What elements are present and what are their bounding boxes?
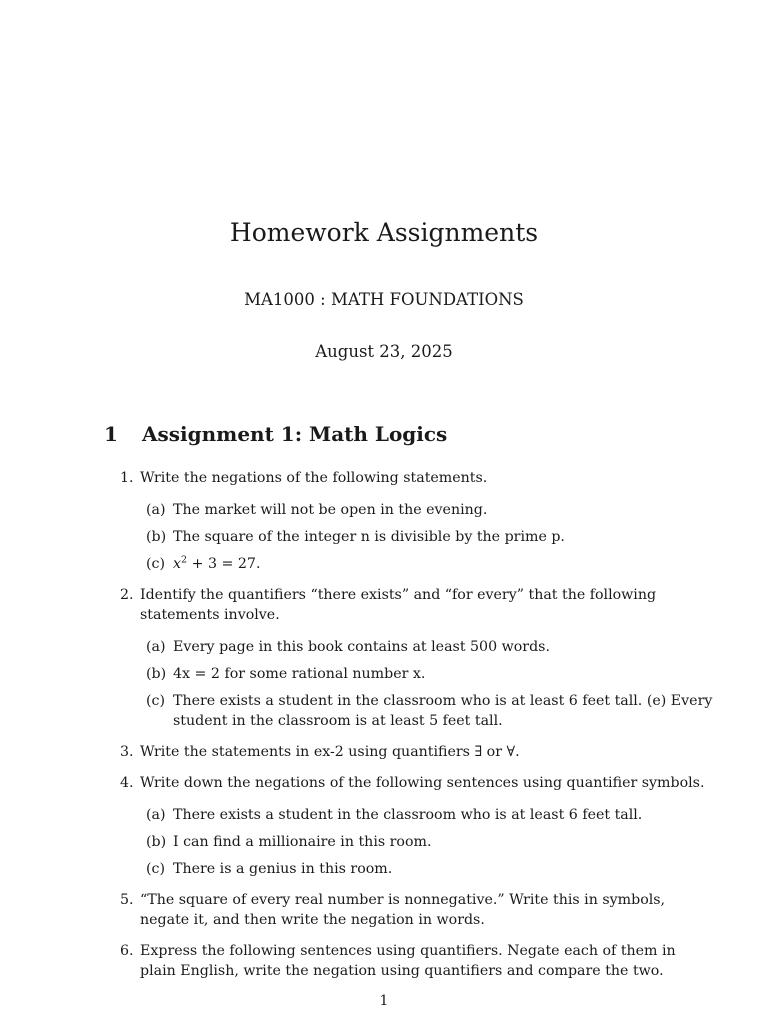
subitem (146, 500, 714, 520)
subitem-text: There is a genius in this room. (173, 861, 393, 877)
subitem-label: (a) (146, 807, 166, 823)
document-title: Homework Assignments (229, 218, 539, 247)
subitem-label: (c) (146, 693, 166, 709)
problem-text: “The square of every real number is nonnegative.” Write this in symbols, negate it, and then write the negation in words. (140, 892, 666, 928)
subitem-label: (a) (146, 639, 166, 655)
subitem (146, 664, 714, 684)
problem-text: Write the statements in ex-2 using quantifiers ∃ or ∀. (140, 744, 520, 760)
problem-label: 6. (120, 943, 134, 959)
subitem-text: I can find a millionaire in this room. (173, 834, 432, 850)
course-name: MA1000 : MATH FOUNDATIONS (244, 290, 524, 309)
problem-text: Write the negations of the following statements. (140, 470, 488, 486)
problem-label: 5. (120, 892, 134, 908)
problem-label: 1. (120, 470, 134, 486)
subitem-label: (c) (146, 556, 166, 572)
problem-text: Write down the negations of the following sentences using quantifier symbols. (140, 775, 705, 791)
subitem-text: 4x = 2 for some rational number x. (173, 666, 426, 682)
problem-3 (120, 742, 714, 762)
subitem-text: There exists a student in the classroom who is at least 6 feet tall. (173, 807, 643, 823)
problem-4 (120, 773, 714, 879)
subitem-text: There exists a student in the classroom who is at least 6 feet tall. (e) Every student in the classroom is at least 5 feet tall. (173, 693, 713, 729)
subitem-text: The market will not be open in the evening. (173, 502, 488, 518)
document-date: August 23, 2025 (315, 342, 453, 361)
subitem-label: (b) (146, 529, 167, 545)
subitem (146, 805, 714, 825)
problem-label: 3. (120, 744, 134, 760)
section-title: Assignment 1: Math Logics (142, 422, 448, 446)
problem-1 (120, 468, 714, 574)
math-rest: + 3 = 27. (187, 556, 261, 572)
problem-text: Identify the quantifiers “there exists” and “for every” that the following statements involve. (140, 587, 657, 623)
page-number: 1 (379, 993, 389, 1009)
subitem (146, 527, 714, 547)
subitem (146, 832, 714, 852)
problem-label: 4. (120, 775, 134, 791)
subitem-list (140, 500, 714, 574)
subitem-list (140, 637, 714, 731)
subitem-label: (c) (146, 861, 166, 877)
subitem-label: (b) (146, 666, 167, 682)
subitem-list (140, 805, 714, 879)
subitem-text: The square of the integer n is divisible by the prime p. (173, 529, 565, 545)
problem-text: Express the following sentences using quantifiers. Negate each of them in plain English, write the negation using quantifiers and compare the two. (140, 943, 676, 979)
math-exponent: 2 (181, 554, 188, 566)
problem-2 (120, 585, 714, 731)
subitem-label: (a) (146, 502, 166, 518)
subitem (146, 637, 714, 657)
subitem-label: (b) (146, 834, 167, 850)
math-variable: x (173, 556, 182, 572)
problem-list (0, 468, 768, 981)
subitem (146, 859, 714, 879)
subitem (146, 554, 714, 574)
subitem-text: Every page in this book contains at least 500 words. (173, 639, 550, 655)
subitem (146, 691, 714, 731)
math-equation (173, 556, 260, 572)
problem-label: 2. (120, 587, 134, 603)
problem-5 (120, 890, 714, 930)
section-heading (104, 422, 447, 446)
section-number: 1 (104, 422, 118, 446)
problem-6 (120, 941, 714, 981)
